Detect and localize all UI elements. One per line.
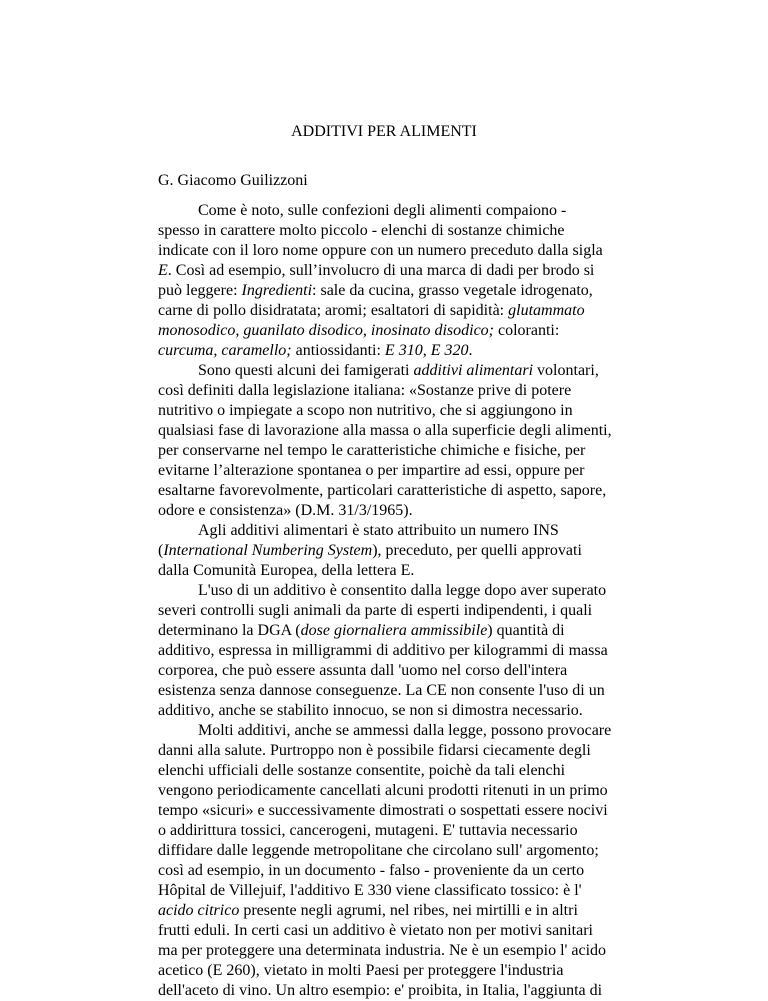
body-paragraph: [158, 721, 612, 1001]
text-run: presente negli agrumi, nel ribes, nei mirtilli e in altri frutti eduli. In certi casi un additivo è vietato non per motivi sanitari ma per proteggere una determinata industria. Ne è un esempio l' acido acetico (E 260), vietato in molti Paesi per proteggere l'industria dell'aceto di vino. Un altro esempio: e' proibita, in Italia, l'aggiunta di: [158, 902, 607, 999]
document-body: [158, 201, 612, 1001]
italic-text: acido citrico: [158, 902, 240, 919]
italic-text: additivi alimentari: [413, 362, 534, 379]
text-run: . Così ad esempio, sull’involucro di una marca di dadi per brodo si può leggere:: [158, 262, 595, 299]
body-paragraph: [158, 361, 612, 521]
text-run: .: [468, 342, 473, 359]
italic-text: Ingredienti: [241, 282, 313, 299]
text-run: volontari, così definiti dalla legislazione italiana: «Sostanze prive di potere nutritivo o impiegate a scopo non nutritivo, che si aggiungono in qualsiasi fase di lavorazione alla massa o alla superficie degli alimenti, per conservarne nel tempo le caratteristiche chimiche e fisiche, per evitarne l’alterazione spontanea o per impartire ad essi, oppure per esaltarne favorevolmente, particolari caratteristiche di aspetto, sapore, odore e consistenza» (D.M. 31/3/1965).: [158, 362, 612, 519]
text-run: coloranti:: [494, 322, 560, 339]
italic-text: dose giornaliera ammissibile: [300, 622, 488, 639]
text-run: Molti additivi, anche se ammessi dalla legge, possono provocare danni alla salute. Purtroppo non è possibile fidarsi ciecamente degli elenchi ufficiali delle sostanze consentite, poichè da tali elenchi vengono periodicamente cancellati alcuni prodotti ritenuti in un primo tempo «sicuri» e successivamente dimostrati o sospettati essere nocivi o addirittura tossici, cancerogeni, mutageni. E' tuttavia necessario diffidare dalle leggende metropolitane che circolano sull' argomento; così ad esempio, in un documento - falso - proveniente da un certo Hôpital de Villejuif, l'additivo E 330 viene classificato tossico: è l': [158, 722, 612, 899]
body-paragraph: [158, 581, 612, 721]
italic-text: E: [158, 262, 168, 279]
text-run: Agli additivi alimentari è stato attribuito un numero INS (: [158, 522, 559, 559]
text-run: L'uso di un additivo è consentito dalla legge dopo aver superato severi controlli sugli animali da parte di esperti indipendenti, i quali determinano la DGA (: [158, 582, 607, 639]
italic-text: International Numbering System: [163, 542, 373, 559]
text-run: : sale da cucina, grasso vegetale idrogenato, carne di pollo disidratata; aromi; esaltatori di sapidità:: [158, 282, 593, 319]
italic-text: E 310, E 320: [384, 342, 469, 359]
document-author: G. Giacomo Guilizzoni: [158, 172, 308, 189]
text-run: Come è noto, sulle confezioni degli alimenti compaiono - spesso in carattere molto piccolo - elenchi di sostanze chimiche indicate con il loro nome oppure con un numero preceduto dalla sigla: [158, 202, 603, 259]
italic-text: curcuma, caramello;: [158, 342, 292, 359]
body-paragraph: [158, 201, 612, 361]
italic-text: glutammato monosodico, guanilato disodico, inosinato disodico;: [158, 302, 585, 339]
body-paragraph: [158, 521, 612, 581]
document-title: ADDITIVI PER ALIMENTI: [291, 123, 477, 140]
text-run: antiossidanti:: [291, 342, 385, 359]
text-run: ), preceduto, per quelli approvati dalla Comunità Europea, della lettera E.: [158, 542, 582, 579]
text-run: Sono questi alcuni dei famigerati: [198, 362, 414, 379]
text-run: ) quantità di additivo, espressa in milligrammi di additivo per kilogrammi di massa corporea, che può essere assunta dall 'uomo nel corso dell'intera esistenza senza dannose conseguenze. La CE non consente l'uso di un additivo, anche se stabilito innocuo, se non si dimostra necessario.: [158, 622, 608, 719]
